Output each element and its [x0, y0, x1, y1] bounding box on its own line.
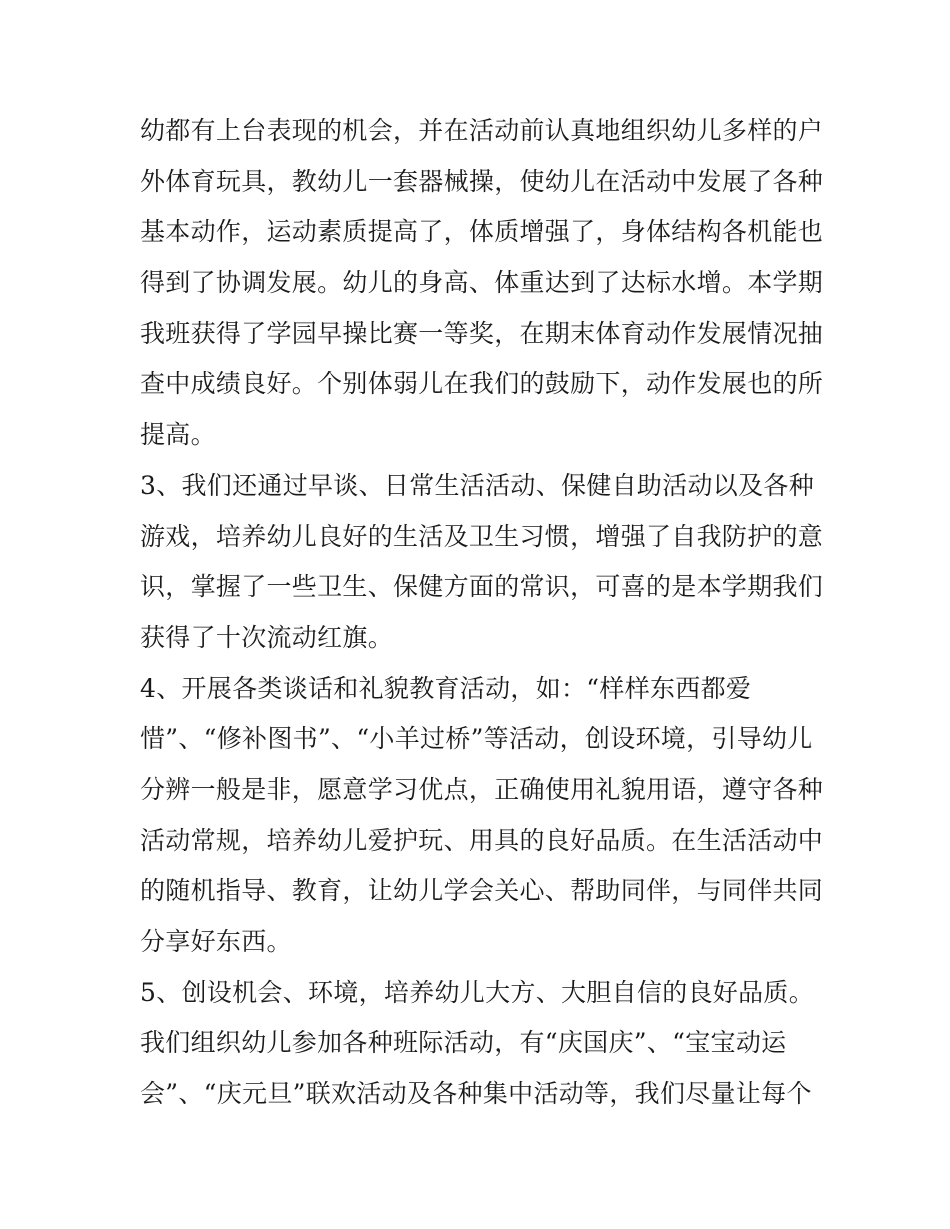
text-line: 会”、“庆元旦”联欢活动及各种集中活动等，我们尽量让每个 — [140, 1079, 812, 1109]
text-line: 的随机指导、教育，让幼儿学会关心、帮助同伴，与同伴共同 — [140, 876, 824, 906]
text-line: 4、开展各类谈话和礼貌教育活动，如：“样样东西都爱 — [140, 673, 752, 703]
text-line: 分辨一般是非，愿意学习优点，正确使用礼貌用语，遵守各种 — [140, 774, 824, 804]
text-line: 游戏，培养幼儿良好的生活及卫生习惯，增强了自我防护的意 — [140, 521, 824, 551]
text-line: 5、创设机会、环境，培养幼儿大方、大胆自信的良好品质。 — [140, 977, 815, 1007]
text-line: 提高。 — [140, 420, 216, 450]
text-line: 查中成绩良好。个别体弱儿在我们的鼓励下，动作发展也的所 — [140, 369, 824, 399]
document-body-text — [140, 106, 824, 1120]
text-line: 我们组织幼儿参加各种班际活动，有“庆国庆”、“宝宝动运 — [140, 1028, 787, 1058]
text-line: 3、我们还通过早谈、日常生活活动、保健自助活动以及各种 — [140, 470, 815, 500]
text-line: 识，掌握了一些卫生、保健方面的常识，可喜的是本学期我们 — [140, 572, 824, 602]
text-line: 得到了协调发展。幼儿的身高、体重达到了达标水增。本学期 — [140, 268, 824, 298]
text-line: 我班获得了学园早操比赛一等奖，在期末体育动作发展情况抽 — [140, 318, 824, 348]
text-line: 惜”、“修补图书”、“小羊过桥”等活动，创设环境，引导幼儿 — [140, 724, 813, 754]
text-line: 幼都有上台表现的机会，并在活动前认真地组织幼儿多样的户 — [140, 116, 824, 145]
text-line: 基本动作，运动素质提高了，体质增强了，身体结构各机能也 — [140, 217, 824, 247]
text-line: 获得了十次流动红旗。 — [140, 622, 394, 652]
text-line: 外体育玩具，教幼儿一套器械操，使幼儿在活动中发展了各种 — [140, 166, 824, 196]
text-line: 活动常规，培养幼儿爱护玩、用具的良好品质。在生活活动中 — [140, 825, 824, 855]
text-line: 分享好东西。 — [140, 927, 292, 956]
